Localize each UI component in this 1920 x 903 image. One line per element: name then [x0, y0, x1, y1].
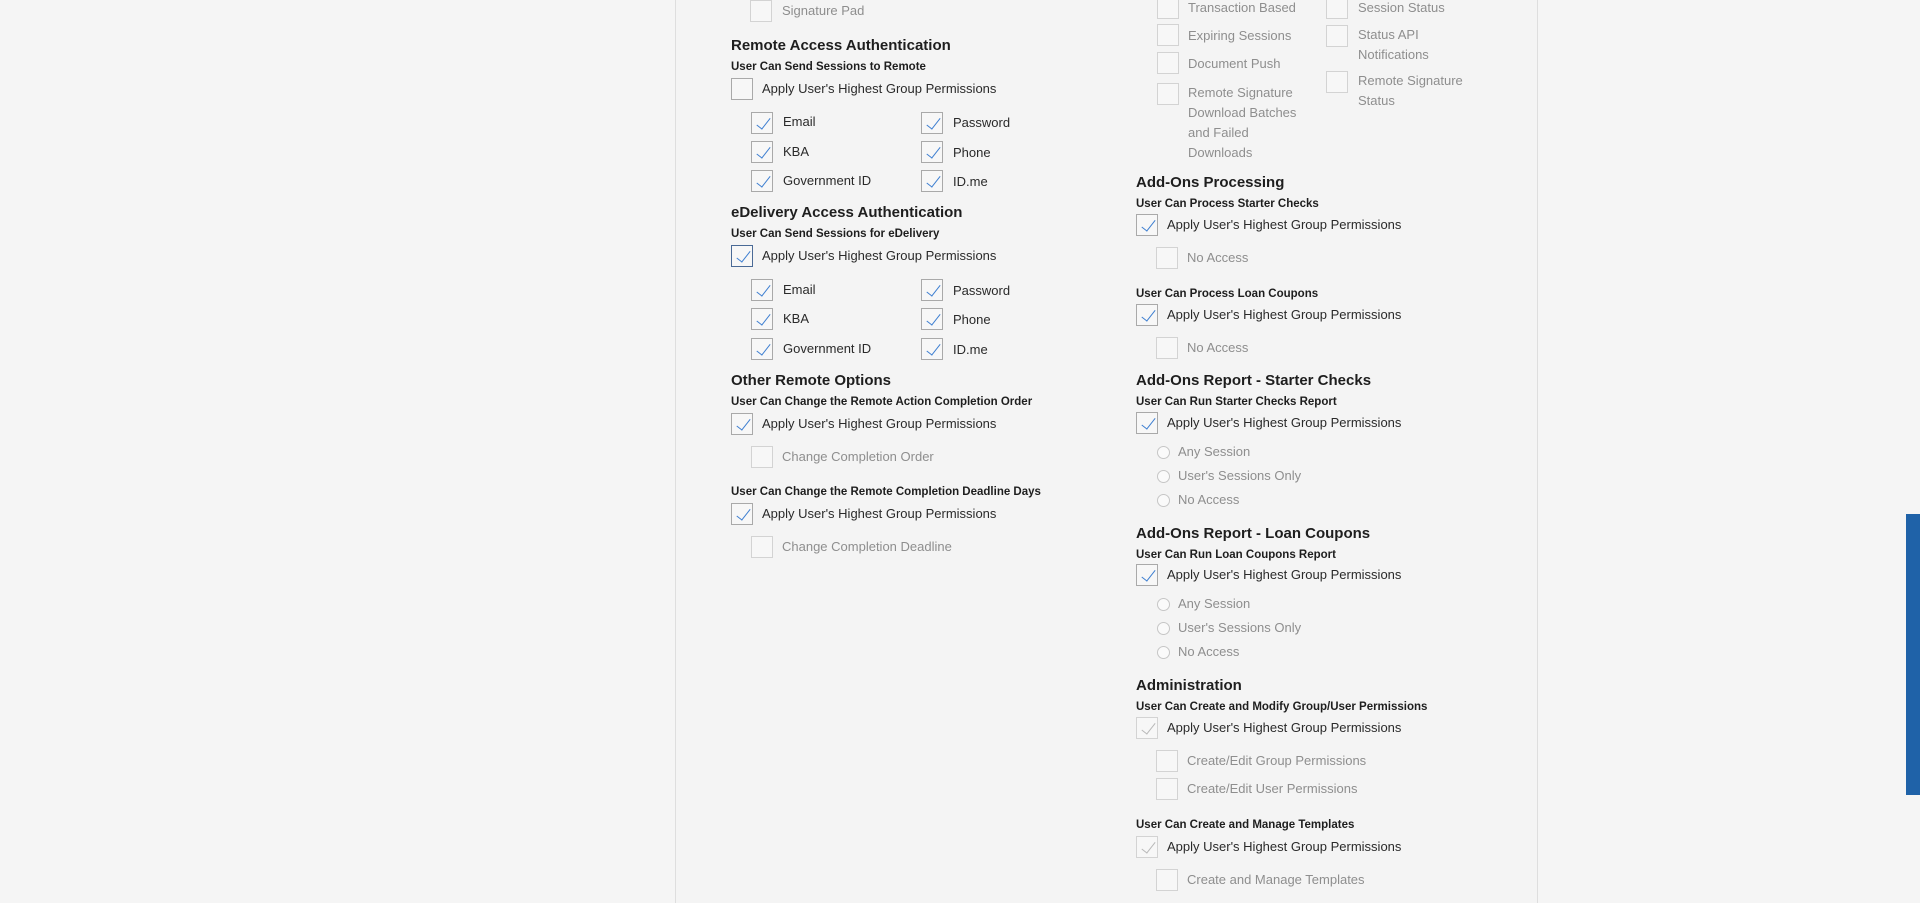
remote-idme-checkbox[interactable]: [921, 170, 943, 192]
report-loan-own-label: User's Sessions Only: [1178, 620, 1302, 635]
scrollbar-thumb[interactable]: [1906, 514, 1920, 795]
tmpl-apply-label: Apply User's Highest Group Permissions: [1167, 839, 1402, 854]
edelivery-email-checkbox[interactable]: [751, 279, 773, 301]
completion-deadline-subtitle: User Can Change the Remote Completion Deadline Days: [731, 486, 1041, 498]
edelivery-auth-title: eDelivery Access Authentication: [731, 204, 963, 221]
starter-apply-label: Apply User's Highest Group Permissions: [1167, 217, 1402, 232]
transaction-based-label: Transaction Based: [1188, 0, 1296, 15]
remote-apply-label: Apply User's Highest Group Permissions: [762, 81, 997, 96]
report-loan-title: Add-Ons Report - Loan Coupons: [1136, 525, 1371, 542]
starter-no-access-label: No Access: [1187, 250, 1249, 265]
change-deadline-checkbox[interactable]: [751, 536, 773, 558]
edelivery-gov-id-label: Government ID: [783, 341, 872, 356]
report-starter-own-radio[interactable]: [1157, 470, 1170, 483]
status-api-label: Status API Notifications: [1358, 27, 1429, 62]
report-loan-apply-label: Apply User's Highest Group Permissions: [1167, 567, 1402, 582]
remote-email-label: Email: [783, 114, 816, 129]
loan-no-access-checkbox[interactable]: [1156, 337, 1178, 359]
change-deadline-label: Change Completion Deadline: [782, 539, 952, 554]
loan-apply-checkbox[interactable]: [1136, 304, 1158, 326]
perm-apply-checkbox[interactable]: [1136, 717, 1158, 739]
remote-phone-checkbox[interactable]: [921, 141, 943, 163]
loan-no-access-label: No Access: [1187, 340, 1249, 355]
edelivery-apply-label: Apply User's Highest Group Permissions: [762, 248, 997, 263]
session-status-label: Session Status: [1358, 0, 1445, 15]
report-starter-none-radio[interactable]: [1157, 494, 1170, 507]
other-remote-title: Other Remote Options: [731, 372, 892, 389]
remote-gov-id-checkbox[interactable]: [751, 170, 773, 192]
report-loan-none-radio[interactable]: [1157, 646, 1170, 659]
remote-sig-download-checkbox[interactable]: [1157, 83, 1179, 105]
templates-subtitle: User Can Create and Manage Templates: [1136, 819, 1355, 831]
report-starter-apply-checkbox[interactable]: [1136, 412, 1158, 434]
edelivery-phone-label: Phone: [953, 312, 991, 327]
report-loan-none-label: No Access: [1178, 644, 1240, 659]
change-order-checkbox[interactable]: [751, 446, 773, 468]
starter-checks-subtitle: User Can Process Starter Checks: [1136, 198, 1319, 210]
remote-email-checkbox[interactable]: [751, 112, 773, 134]
templates-label: Create and Manage Templates: [1187, 872, 1365, 887]
remote-gov-id-label: Government ID: [783, 173, 872, 188]
signature-pad-label: Signature Pad: [782, 3, 865, 18]
report-starter-own-label: User's Sessions Only: [1178, 468, 1302, 483]
starter-no-access-checkbox[interactable]: [1156, 247, 1178, 269]
loan-coupons-subtitle: User Can Process Loan Coupons: [1136, 288, 1319, 300]
edelivery-apply-checkbox[interactable]: [731, 245, 753, 267]
tmpl-apply-checkbox[interactable]: [1136, 836, 1158, 858]
remote-sig-status-checkbox[interactable]: [1326, 71, 1348, 93]
document-push-checkbox[interactable]: [1157, 52, 1179, 74]
report-starter-none-label: No Access: [1178, 492, 1240, 507]
report-starter-any-label: Any Session: [1178, 444, 1251, 459]
addons-processing-title: Add-Ons Processing: [1136, 174, 1285, 191]
edelivery-password-checkbox[interactable]: [921, 279, 943, 301]
administration-title: Administration: [1136, 677, 1242, 694]
remote-apply-checkbox[interactable]: [731, 78, 753, 100]
report-starter-subtitle: User Can Run Starter Checks Report: [1136, 396, 1337, 408]
starter-apply-checkbox[interactable]: [1136, 214, 1158, 236]
completion-order-subtitle: User Can Change the Remote Action Completion Order: [731, 396, 1033, 408]
remote-sig-status-label: Remote Signature Status: [1358, 73, 1463, 108]
expiring-sessions-checkbox[interactable]: [1157, 24, 1179, 46]
report-loan-apply-checkbox[interactable]: [1136, 564, 1158, 586]
remote-phone-label: Phone: [953, 145, 991, 160]
user-perm-label: Create/Edit User Permissions: [1187, 781, 1358, 796]
remote-kba-label: KBA: [783, 144, 810, 159]
remote-auth-subtitle: User Can Send Sessions to Remote: [731, 61, 926, 73]
group-perm-checkbox[interactable]: [1156, 750, 1178, 772]
session-status-checkbox[interactable]: [1326, 0, 1348, 19]
edelivery-idme-label: ID.me: [953, 342, 988, 357]
document-push-label: Document Push: [1188, 56, 1281, 71]
expiring-sessions-label: Expiring Sessions: [1188, 28, 1292, 43]
edelivery-email-label: Email: [783, 282, 816, 297]
edelivery-phone-checkbox[interactable]: [921, 308, 943, 330]
report-starter-any-radio[interactable]: [1157, 446, 1170, 459]
edelivery-auth-subtitle: User Can Send Sessions for eDelivery: [731, 228, 940, 240]
edelivery-kba-label: KBA: [783, 311, 810, 326]
remote-idme-label: ID.me: [953, 174, 988, 189]
signature-pad-checkbox[interactable]: [750, 0, 772, 22]
order-apply-label: Apply User's Highest Group Permissions: [762, 416, 997, 431]
edelivery-password-label: Password: [953, 283, 1011, 298]
edelivery-kba-checkbox[interactable]: [751, 308, 773, 330]
edelivery-idme-checkbox[interactable]: [921, 338, 943, 360]
edelivery-gov-id-checkbox[interactable]: [751, 338, 773, 360]
transaction-based-checkbox[interactable]: [1157, 0, 1179, 19]
deadline-apply-checkbox[interactable]: [731, 503, 753, 525]
remote-password-checkbox[interactable]: [921, 112, 943, 134]
report-starter-title: Add-Ons Report - Starter Checks: [1136, 372, 1372, 389]
loan-apply-label: Apply User's Highest Group Permissions: [1167, 307, 1402, 322]
remote-auth-title: Remote Access Authentication: [731, 37, 951, 54]
order-apply-checkbox[interactable]: [731, 413, 753, 435]
perm-apply-label: Apply User's Highest Group Permissions: [1167, 720, 1402, 735]
user-perm-checkbox[interactable]: [1156, 778, 1178, 800]
templates-checkbox[interactable]: [1156, 869, 1178, 891]
group-perm-label: Create/Edit Group Permissions: [1187, 753, 1367, 768]
report-loan-subtitle: User Can Run Loan Coupons Report: [1136, 549, 1336, 561]
status-api-checkbox[interactable]: [1326, 25, 1348, 47]
report-loan-any-label: Any Session: [1178, 596, 1251, 611]
report-loan-any-radio[interactable]: [1157, 598, 1170, 611]
remote-kba-checkbox[interactable]: [751, 141, 773, 163]
report-starter-apply-label: Apply User's Highest Group Permissions: [1167, 415, 1402, 430]
remote-sig-download-label: Remote Signature Download Batches and Failed Downloads: [1188, 85, 1297, 160]
deadline-apply-label: Apply User's Highest Group Permissions: [762, 506, 997, 521]
change-order-label: Change Completion Order: [782, 449, 934, 464]
remote-password-label: Password: [953, 115, 1011, 130]
report-loan-own-radio[interactable]: [1157, 622, 1170, 635]
permissions-subtitle: User Can Create and Modify Group/User Permissions: [1136, 701, 1428, 713]
